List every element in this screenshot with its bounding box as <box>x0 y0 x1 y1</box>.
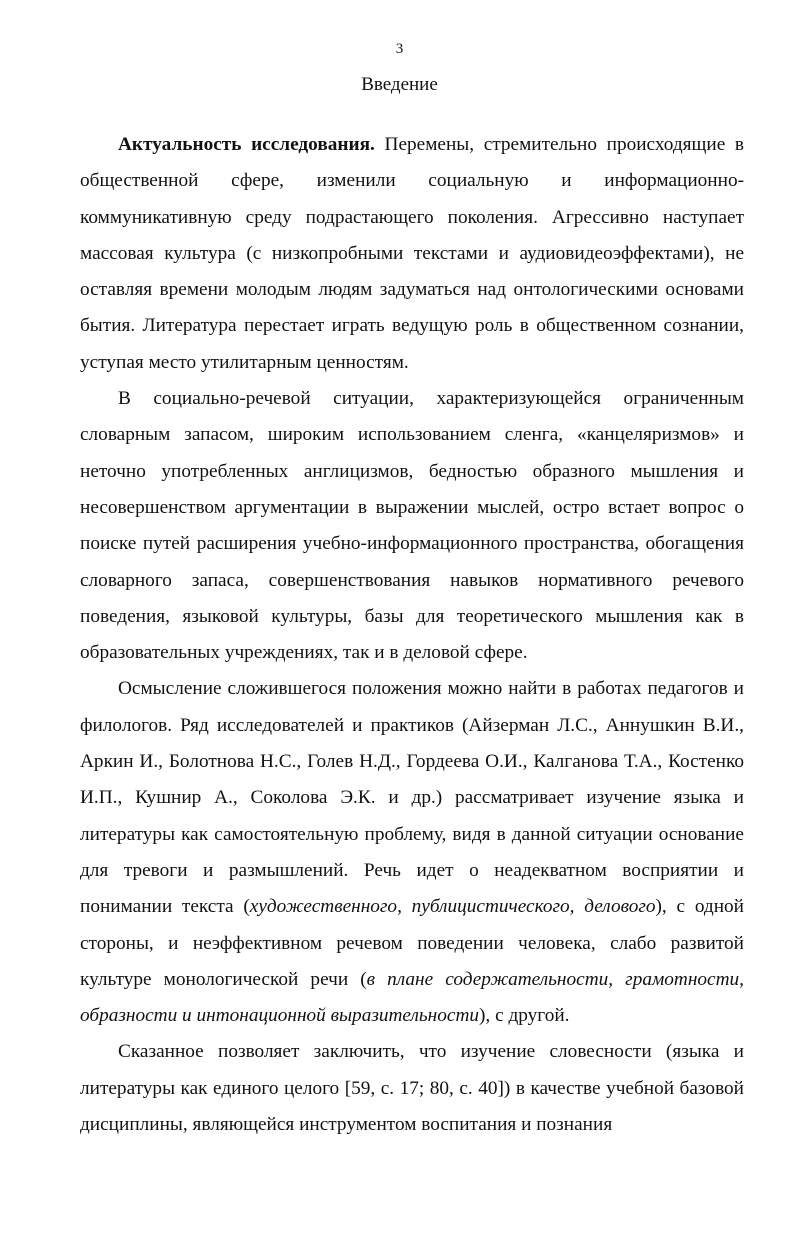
paragraph-text: Осмысление сложившегося положения можно найти в работах педагогов и филологов. Ряд исследователей и практиков (Айзерман Л.С., Аннушкин В.И., Аркин И., Болотнова Н.С., Голев Н.Д., Гордеева О.И., Калганова Т.А., Костенко И.П., Кушнир А., Соколова Э.К. и др.) рассматривает изучение языка и литературы как самостоятельную проблему, видя в данной ситуации основание для тревоги и размышлений. Речь идет о неадекватном восприятии и понимании текста ( <box>80 678 744 918</box>
relevance-heading: Актуальность исследования. <box>118 134 375 155</box>
paragraph-text: ), с одной стороны, и неэффективном речевом поведении человека, слабо развитой культуре монологической речи ( <box>80 896 744 990</box>
paragraph-text: ), с другой. <box>479 1005 570 1027</box>
section-title: Введение <box>361 74 438 95</box>
page-number: 3 <box>395 41 404 57</box>
paragraph-text: Сказанное позволяет заключить, что изучение словесности (языка и литературы как единого целого [59, с. 17; 80, с. 40]) в качестве учебной базовой дисциплины, являющейся инструментом воспитания и познания <box>80 1041 744 1136</box>
italic-text-types: художественного, публицистического, делового <box>249 896 656 918</box>
paragraph-relevance <box>80 127 744 381</box>
paragraph-text: Перемены, стремительно происходящие в общественной сфере, изменили социальную и информационно-коммуникативную среду подрастающего поколения. Агрессивно наступает массовая культура (с низкопробными текстами и аудиовидеоэффектами), не оставляя времени молодым людям задуматься над онтологическими основами бытия. Литература перестает играть ведущую роль в общественном сознании, уступая место утилитарным ценностям. <box>80 134 744 373</box>
paragraph-social-speech <box>80 381 744 671</box>
paragraph-researchers <box>80 671 744 1034</box>
document-body <box>80 127 744 1143</box>
paragraph-text: В социально-речевой ситуации, характеризующейся ограниченным словарным запасом, широким использованием сленга, «канцеляризмов» и неточно употребленных англицизмов, бедностью образного мышления и несовершенством аргументации в выражении мыслей, остро встает вопрос о поиске путей расширения учебно-информационного пространства, обогащения словарного запаса, совершенствования навыков нормативного речевого поведения, языковой культуры, базы для теоретического мышления как в образовательных учреждениях, так и в деловой сфере. <box>80 388 744 664</box>
paragraph-conclusion <box>80 1034 744 1143</box>
italic-speech-qualities: в плане содержательности, грамотности, образности и интонационной выразительности <box>80 968 744 1027</box>
